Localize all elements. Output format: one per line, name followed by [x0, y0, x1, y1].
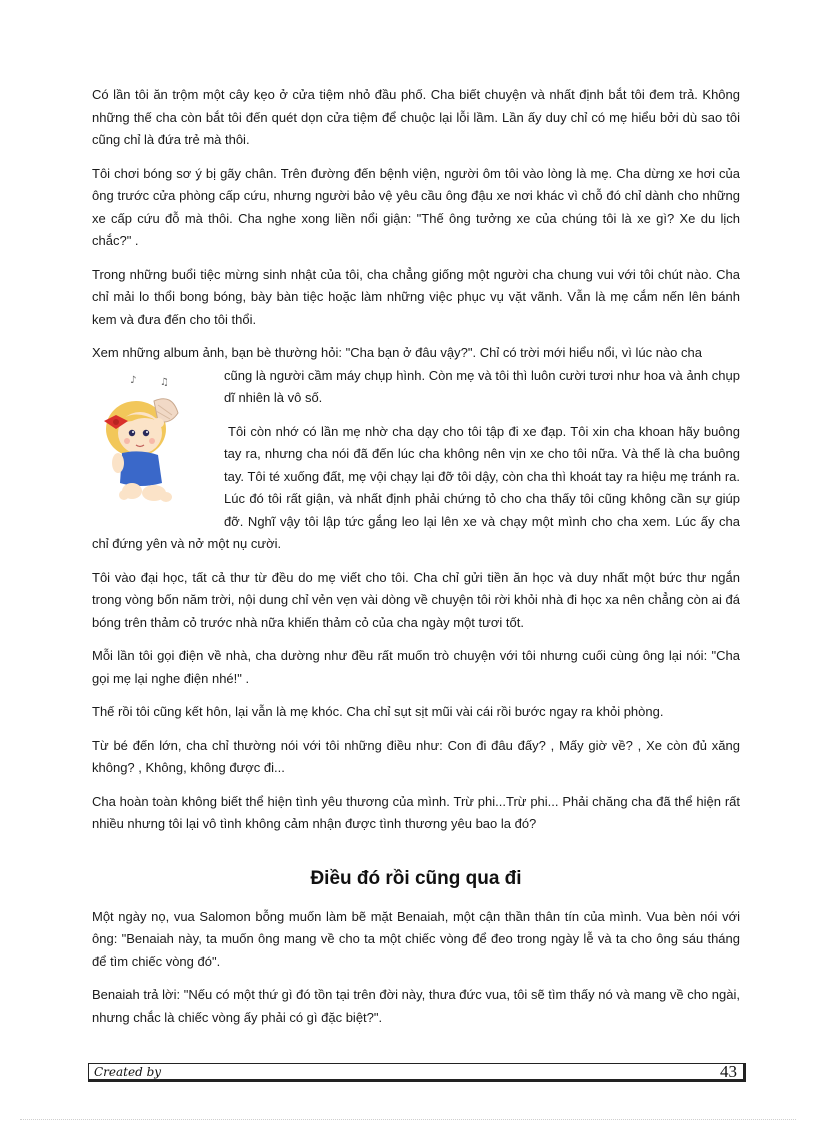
- paragraph: Tôi chơi bóng sơ ý bị gãy chân. Trên đường đến bệnh viện, người ôm tôi vào lòng là mẹ. Cha dừng xe hơi của ông trước cửa phòng cấp cứu, nhưng người bảo vệ yêu cầu ông đậu xe nơi khác vì chỗ đó chỉ dành cho những xe cấp cứu đỗ mà thôi. Cha nghe xong liền nổi giận: "Thế ông tưởng xe của chúng tôi là xe gì? Xe du lịch chắc?" .: [92, 165, 740, 248]
- paragraph: Mỗi lần tôi gọi điện về nhà, cha dường như đều rất muốn trò chuyện với tôi nhưng cuối cùng ông lại nói: "Cha gọi mẹ lại nghe điện nhé!" .: [92, 648, 740, 686]
- paragraph: Từ bé đến lớn, cha chỉ thường nói với tôi những điều như: Con đi đâu đấy? , Mấy giờ về? , Xe còn đủ xăng không? , Không, không được đi...: [92, 737, 740, 775]
- page-footer: [88, 1063, 746, 1082]
- paragraph: Một ngày nọ, vua Salomon bỗng muốn làm bẽ mặt Benaiah, một cận thần thân tín của mình. Vua bèn nói với ông: "Benaiah này, ta muốn ông mang về cho ta một chiếc vòng để đeo trong ngày lễ và ta cho ông sáu tháng để tìm chiếc vòng đó".: [92, 908, 740, 969]
- paragraph: Có lần tôi ăn trộm một cây kẹo ở cửa tiệm nhỏ đầu phố. Cha biết chuyện và nhất định bắt tôi đem trả. Không những thế cha còn bắt tôi đến quét dọn cửa tiệm để chuộc lại lỗi lầm. Lần ấy duy chỉ có mẹ hiểu bởi dù sao tôi cũng chỉ là đứa trẻ mà thôi.: [92, 87, 740, 147]
- paragraph: Tôi vào đại học, tất cả thư từ đều do mẹ viết cho tôi. Cha chỉ gửi tiền ăn học và duy nhất một bức thư ngắn trong vòng bốn năm trời, nội dung chỉ vẻn vẹn vài dòng về chuyện tôi rời khỏi nhà đi học xa nên chẳng còn ai đá bóng trên thảm cỏ trước nhà nữa khiến thảm cỏ của cha ngày một tươi tốt.: [92, 569, 740, 630]
- section-heading: Điều đó rồi cũng qua đi: [310, 867, 522, 889]
- paragraph: Trong những buổi tiệc mừng sinh nhật của tôi, cha chẳng giống một người cha chung vui với tôi chút nào. Cha chỉ mải lo thổi bong bóng, bày bàn tiệc hoặc làm những việc phục vụ vặt vãnh. Vẫn là mẹ cắm nến lên bánh kem và đưa đến cho tôi thổi.: [92, 266, 740, 327]
- paragraph-album-first: Xem những album ảnh, bạn bè thường hỏi: "Cha bạn ở đâu vậy?". Chỉ có trời mới hiểu nổi, vì lúc nào cha: [92, 345, 702, 360]
- svg-text:♫: ♫: [160, 376, 169, 388]
- svg-text:♪: ♪: [130, 374, 137, 386]
- paragraph-bike: Tôi còn nhớ có lần mẹ nhờ cha dạy cho tôi tập đi xe đạp. Tôi xin cha khoan hãy buông tay ra, nhưng cha nói đã đến lúc cha không nên vịn xe cho tôi nữa. Và thế là cha buông tay. Tôi té xuống đất, mẹ vội chạy lại đỡ tôi dậy, còn cha thì khoát tay ra hiệu mẹ tránh ra. Lúc đó tôi rất giận, và nhất định phải chứng tỏ cho cha thấy tôi cũng không cần sự giúp đỡ. Nghĩ vậy tôi lập tức gắng leo lại lên xe và chạy một mình cho cha xem. Lúc ấy cha chỉ đứng yên và nở một nụ cười.: [92, 423, 740, 551]
- paragraph: Cha hoàn toàn không biết thể hiện tình yêu thương của mình. Trừ phi...Trừ phi... Phải chăng cha đã thể hiện rất nhiều nhưng tôi lại vô tình không cảm nhận được tình thương yêu bao la đó?: [92, 793, 740, 831]
- paragraph-album-rest: cũng là người cầm máy chụp hình. Còn mẹ và tôi thì luôn cười tươi như hoa và ảnh chụp dĩ nhiên là vô số.: [224, 367, 740, 405]
- body-text: [92, 84, 740, 1040]
- paragraph: Benaiah trả lời: "Nếu có một thứ gì đó tồn tại trên đời này, thưa đức vua, tôi sẽ tìm thấy nó và mang về cho ngài, nhưng chắc là chiếc vòng ấy phải có gì đặc biệt?".: [92, 987, 740, 1025]
- paragraph: Thế rồi tôi cũng kết hôn, lại vẫn là mẹ khóc. Cha chỉ sụt sịt mũi vài cái rồi bước ngay ra khỏi phòng.: [92, 704, 664, 719]
- page-number: 43: [720, 1062, 737, 1081]
- page-edge-divider: [20, 1119, 796, 1120]
- footer-created-by: Created by: [94, 1065, 162, 1079]
- baby-girl-illustration: [92, 371, 212, 511]
